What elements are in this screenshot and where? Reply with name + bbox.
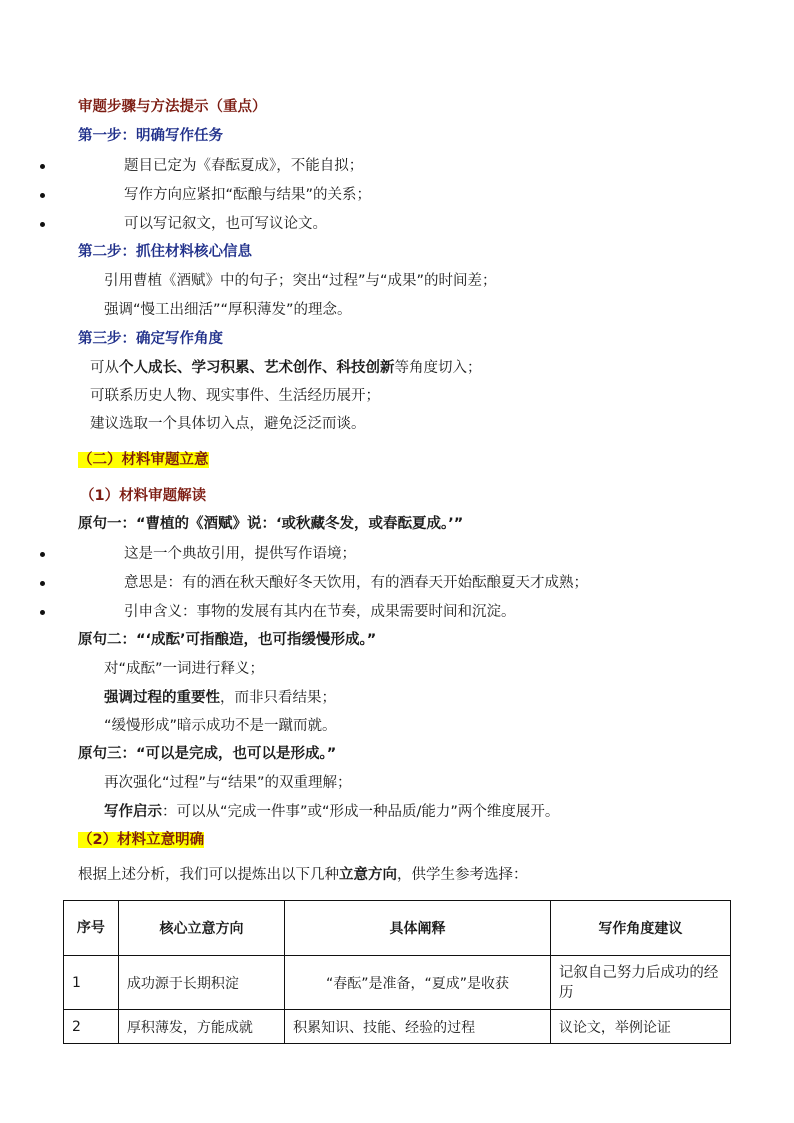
bullet-icon <box>40 222 45 227</box>
sub1-title: （1）材料审题解读 <box>80 488 207 504</box>
quote2-line-1: 对“成酝”一词进行释义； <box>104 661 265 677</box>
bullet-icon <box>40 581 45 586</box>
bullet-icon <box>40 164 45 169</box>
step3-line-1 <box>90 358 482 378</box>
cell-number: 1 <box>64 956 119 1010</box>
quote3-line-1: 再次强化“过程”与“结果”的双重理解； <box>104 775 352 791</box>
quote3-line-2-rest: ：可以从“完成一件事”或“形成一种品质/能力”两个维度展开。 <box>162 804 560 820</box>
quote1-bullet-1: 这是一个典故引用，提供写作语境； <box>124 546 356 562</box>
bullet-icon <box>40 193 45 198</box>
sub2-title <box>78 830 204 850</box>
part2-title <box>78 450 209 470</box>
quote3-line-2-bold: 写作启示 <box>104 804 162 820</box>
step2-line-1: 引用曹植《酒赋》中的句子；突出“过程”与“成果”的时间差； <box>104 273 497 289</box>
quote1-title: 原句一：“曹植的《酒赋》说：‘或秋藏冬发，或春酝夏成。’” <box>78 516 464 532</box>
cell-explanation: 积累知识、技能、经验的过程 <box>285 1010 551 1044</box>
table-row <box>64 1010 731 1044</box>
step3-line-2: 可联系历史人物、现实事件、生活经历展开； <box>90 388 380 404</box>
step1-bullet-3: 可以写记叙文，也可写议论文。 <box>124 216 327 232</box>
step3-line-3: 建议选取一个具体切入点，避免泛泛而谈。 <box>90 416 366 432</box>
quote2-line-2-bold: 强调过程的重要性 <box>104 690 220 706</box>
cell-core: 成功源于长期积淀 <box>118 956 284 1010</box>
quote2-line-3: “缓慢形成”暗示成功不是一蹴而就。 <box>104 718 337 734</box>
step3-line-1-suffix: 等角度切入； <box>394 360 482 376</box>
header-explanation: 具体阐释 <box>285 901 551 956</box>
cell-suggestion: 记叙自己努力后成功的经历 <box>550 956 730 1010</box>
quote1-bullet-2: 意思是：有的酒在秋天酿好冬天饮用，有的酒春天开始酝酿夏天才成熟； <box>124 575 588 591</box>
section-title: 审题步骤与方法提示（重点） <box>78 99 267 115</box>
header-core: 核心立意方向 <box>118 901 284 956</box>
intro-prefix: 根据上述分析，我们可以提炼出以下几种 <box>78 867 339 883</box>
step3-line-1-prefix: 可从 <box>90 360 119 376</box>
step3-line-1-bold: 个人成长、学习积累、艺术创作、科技创新 <box>119 360 395 376</box>
step2-line-2: 强调“慢工出细活”“厚积薄发”的理念。 <box>104 302 352 318</box>
table-row <box>64 956 731 1010</box>
step3-title: 第三步：确定写作角度 <box>78 331 223 347</box>
quote3-line-2 <box>104 802 559 822</box>
bullet-icon <box>40 552 45 557</box>
cell-number: 2 <box>64 1010 119 1044</box>
step1-title: 第一步：明确写作任务 <box>78 128 223 144</box>
sub2-title-text: （2）材料立意明确 <box>78 832 205 848</box>
step2-title: 第二步：抓住材料核心信息 <box>78 244 252 260</box>
part2-title-text: （二）材料审题立意 <box>78 452 209 468</box>
quote2-title: 原句二：“‘成酝’可指酿造，也可指缓慢形成。” <box>78 632 377 648</box>
intro-suffix: ，供学生参考选择： <box>397 867 528 883</box>
step1-bullet-1: 题目已定为《春酝夏成》，不能自拟； <box>124 158 364 174</box>
direction-table <box>63 900 731 1044</box>
quote2-line-2 <box>104 688 336 708</box>
cell-core: 厚积薄发，方能成就 <box>118 1010 284 1044</box>
quote3-title: 原句三：“可以是完成，也可以是形成。” <box>78 746 337 762</box>
header-number: 序号 <box>64 901 119 956</box>
quote1-bullet-3: 引申含义：事物的发展有其内在节奏，成果需要时间和沉淀。 <box>124 604 516 620</box>
intro-paragraph <box>78 865 528 885</box>
table-header-row <box>64 901 731 956</box>
header-suggestion: 写作角度建议 <box>550 901 730 956</box>
cell-suggestion: 议论文，举例论证 <box>550 1010 730 1044</box>
bullet-icon <box>40 610 45 615</box>
quote2-line-2-rest: ，而非只看结果； <box>220 690 336 706</box>
intro-bold: 立意方向 <box>339 867 397 883</box>
step1-bullet-2: 写作方向应紧扣“酝酿与结果”的关系； <box>124 187 372 203</box>
cell-explanation: “春酝”是准备，“夏成”是收获 <box>285 956 551 1010</box>
